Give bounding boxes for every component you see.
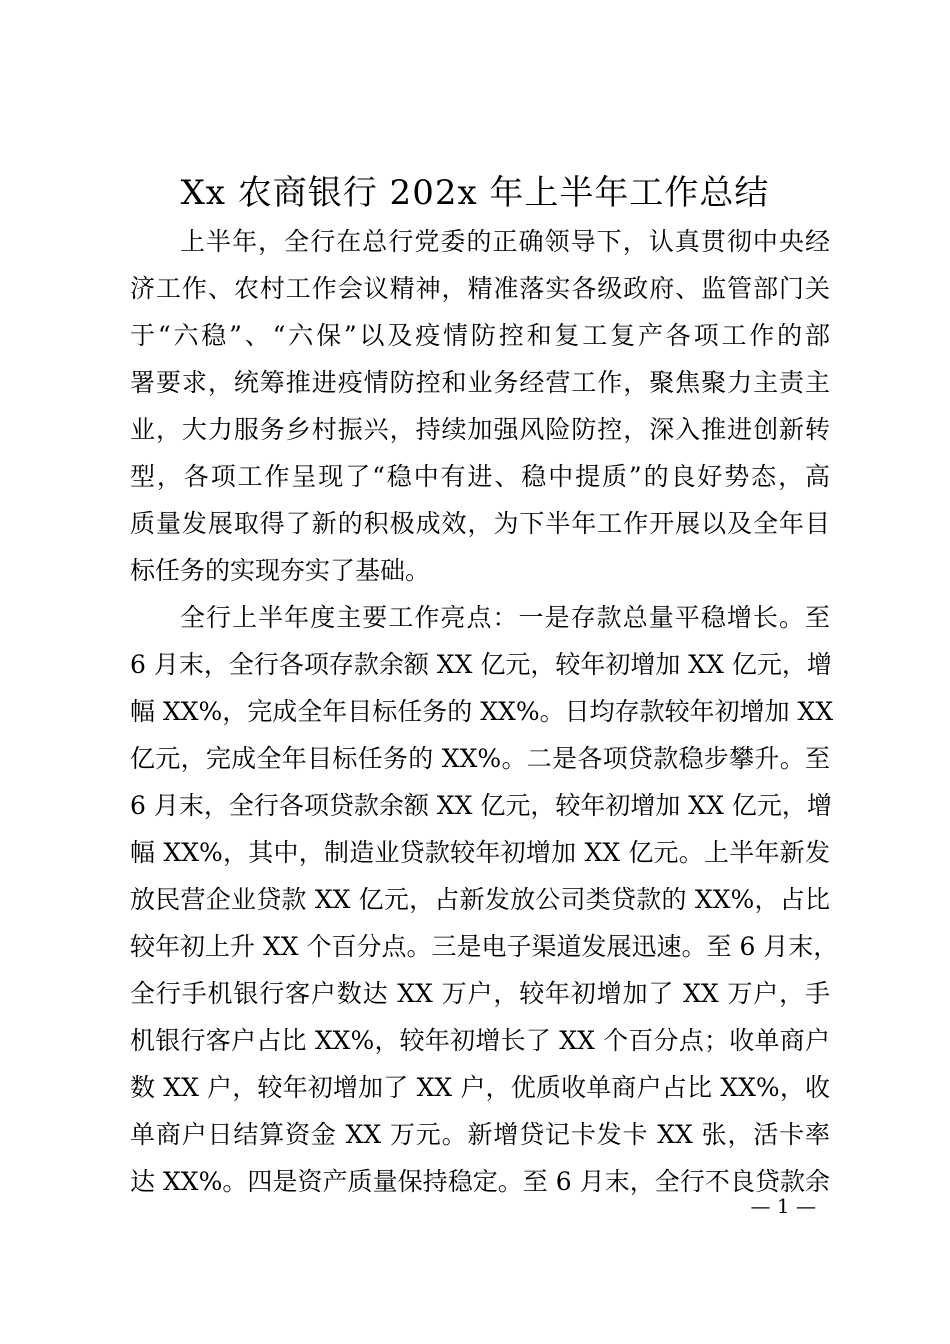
paragraph-1 bbox=[130, 218, 830, 594]
paragraph-line: 较年初上升 XX 个百分点。三是电子渠道发展迅速。至 6 月末， bbox=[130, 932, 839, 961]
paragraph-line: 标任务的实现夯实了基础。 bbox=[130, 556, 431, 585]
paragraph-line: 6 月末，全行各项贷款余额 XX 亿元，较年初增加 XX 亿元，增 bbox=[130, 791, 832, 820]
paragraph-line: 济工作、农村工作会议精神，精准落实各级政府、监管部门关 bbox=[130, 274, 830, 303]
document-title: Xx 农商银行 202x 年上半年工作总结 bbox=[180, 173, 770, 213]
paragraph-line: 上半年，全行在总行党委的正确领导下，认真贯彻中央经 bbox=[180, 227, 830, 256]
paragraph-line: 放民营企业贷款 XX 亿元，占新发放公司类贷款的 XX%，占比 bbox=[130, 885, 830, 914]
paragraph-line: 数 XX 户，较年初增加了 XX 户，优质收单商户占比 XX%，收 bbox=[130, 1073, 830, 1102]
paragraph-line: 全行上半年度主要工作亮点：一是存款总量平稳增长。至 bbox=[180, 603, 830, 632]
paragraph-line: 幅 XX%，其中，制造业贷款较年初增加 XX 亿元。上半年新发 bbox=[130, 838, 830, 867]
paragraph-line: 机银行客户占比 XX%，较年初增长了 XX 个百分点；收单商户 bbox=[130, 1026, 830, 1055]
page-number: — 1 — bbox=[750, 1194, 816, 1218]
paragraph-2 bbox=[130, 594, 839, 1205]
paragraph-line: 单商户日结算资金 XX 万元。新增贷记卡发卡 XX 张，活卡率 bbox=[130, 1120, 830, 1149]
paragraph-line: 署要求，统筹推进疫情防控和业务经营工作，聚焦聚力主责主 bbox=[130, 368, 830, 397]
paragraph-line: 于“六稳”、“六保”以及疫情防控和复工复产各项工作的部 bbox=[130, 321, 830, 350]
paragraph-line: 质量发展取得了新的积极成效，为下半年工作开展以及全年目 bbox=[130, 509, 830, 538]
paragraph-line: 亿元，完成全年目标任务的 XX%。二是各项贷款稳步攀升。至 bbox=[130, 744, 830, 773]
paragraph-line: 型，各项工作呈现了“稳中有进、稳中提质”的良好势态，高 bbox=[130, 462, 830, 491]
paragraph-line: 达 XX%。四是资产质量保持稳定。至 6 月末，全行不良贷款余 bbox=[130, 1167, 830, 1196]
paragraph-line: 6 月末，全行各项存款余额 XX 亿元，较年初增加 XX 亿元，增 bbox=[130, 650, 832, 679]
paragraph-line: 幅 XX%，完成全年目标任务的 XX%。日均存款较年初增加 XX bbox=[130, 697, 834, 726]
paragraph-line: 业，大力服务乡村振兴，持续加强风险防控，深入推进创新转 bbox=[130, 415, 830, 444]
paragraph-line: 全行手机银行客户数达 XX 万户，较年初增加了 XX 万户，手 bbox=[130, 979, 830, 1008]
document-body bbox=[130, 218, 839, 1205]
